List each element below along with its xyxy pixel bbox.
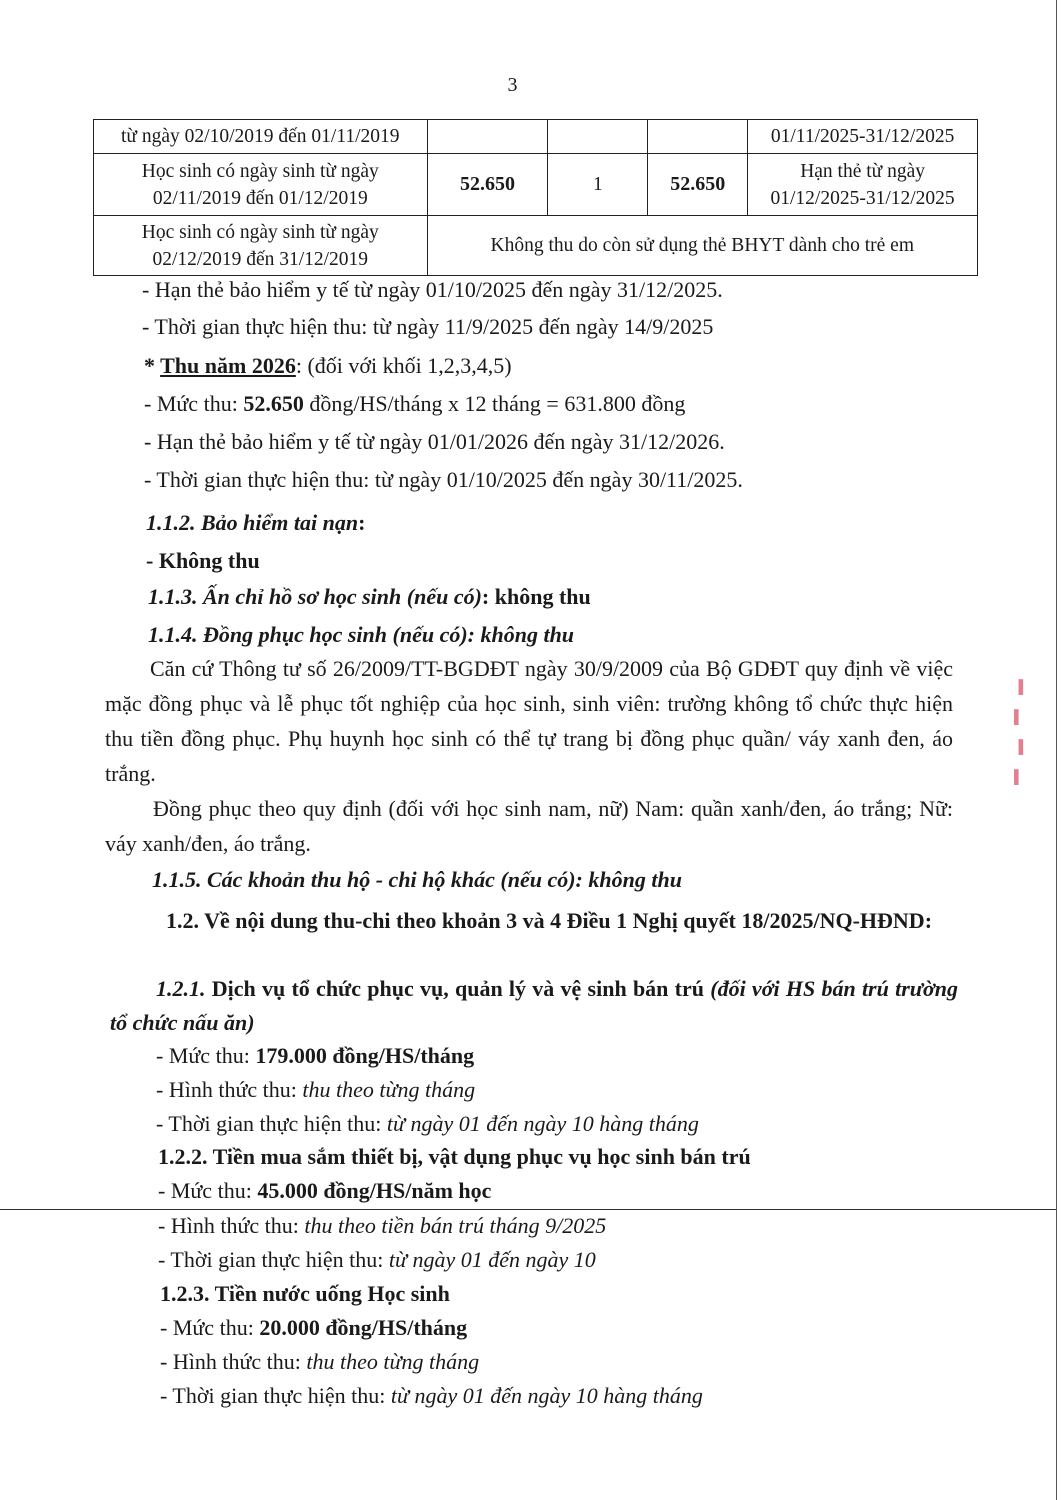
label: - Mức thu: — [160, 1315, 260, 1340]
uniform-paragraph: Căn cứ Thông tư số 26/2009/TT-BGDĐT ngày 30/9/2009 của Bộ GDĐT quy định về việc mặc đồng phục và lễ phục tốt nghiệp của học sinh, sinh viên: trường không tổ chức thực hiện thu tiền đồng phục. Phụ huynh học sinh có thể tự trang bị đồng phục quần/ váy xanh đen, áo trắng. — [105, 656, 953, 786]
section-1-2-1-heading — [110, 972, 958, 1040]
value: từ ngày 01 đến ngày 10 hàng tháng — [390, 1383, 703, 1408]
label: - Thời gian thực hiện thu: — [158, 1247, 389, 1272]
value: từ ngày 01 đến ngày 10 hàng tháng — [386, 1111, 699, 1136]
red-stamp-fragment — [1014, 672, 1058, 842]
section-1-2-1-number: 1.2.1. — [156, 976, 206, 1001]
table-cell-period: Hạn thẻ từ ngày 01/12/2025-31/12/2025 — [748, 154, 978, 216]
stamp-mark: ▌ — [1014, 769, 1024, 784]
section-1-2-2-heading: 1.2.2. Tiền mua sắm thiết bị, vật dụng phục vụ học sinh bán trú — [158, 1144, 751, 1169]
section-1-2-3-heading: 1.2.3. Tiền nước uống Học sinh — [160, 1281, 450, 1306]
table-cell-group: Học sinh có ngày sinh từ ngày 02/12/2019 đến 31/12/2019 — [94, 216, 428, 276]
label: - Mức thu: — [156, 1043, 256, 1068]
scan-divider-line — [0, 1209, 1056, 1210]
colon: : — [358, 510, 366, 535]
insurance-2026-line: - Hạn thẻ bảo hiểm y tế từ ngày 01/01/2026 đến ngày 31/12/2026. — [144, 429, 725, 454]
equipment-form-line — [158, 1212, 606, 1240]
section-1-2-heading: 1.2. Về nội dung thu-chi theo khoản 3 và 4 Điều 1 Nghị quyết 18/2025/NQ-HĐND: — [166, 908, 933, 933]
table-row — [94, 120, 978, 154]
table-cell-total — [648, 120, 748, 154]
section-1-1-3-title: 1.1.3. Ấn chỉ hồ sơ học sinh (nếu có) — [148, 584, 482, 609]
fee-table — [93, 119, 978, 276]
table-cell-amount: 52.650 — [427, 154, 548, 216]
label: - Hình thức thu: — [158, 1213, 305, 1238]
fee-rate-amount: 52.650 — [243, 391, 304, 416]
equipment-time-line — [158, 1246, 596, 1274]
value: từ ngày 01 đến ngày 10 — [388, 1247, 596, 1272]
table-cell-group: Học sinh có ngày sinh từ ngày 02/11/2019 đến 01/12/2019 — [94, 154, 428, 216]
year-2026-scope: : (đối với khối 1,2,3,4,5) — [295, 353, 512, 378]
service-time-line — [156, 1110, 699, 1138]
section-1-1-2-heading — [146, 509, 365, 537]
stamp-mark: ▐ — [1014, 739, 1024, 754]
year-2026-label: Thu năm 2026 — [160, 353, 296, 378]
equipment-fee-line — [158, 1177, 491, 1205]
label: - Hình thức thu: — [156, 1077, 303, 1102]
value: thu theo từng tháng — [302, 1077, 476, 1102]
table-cell-period: 01/11/2025-31/12/2025 — [748, 120, 978, 154]
label: - Thời gian thực hiện thu: — [156, 1111, 387, 1136]
service-fee-line — [156, 1042, 474, 1070]
water-form-line — [160, 1348, 479, 1376]
label: - Mức thu: — [158, 1178, 258, 1203]
year-2026-heading — [144, 352, 512, 380]
table-cell-group: từ ngày 02/10/2019 đến 01/11/2019 — [94, 120, 428, 154]
table-row — [94, 216, 978, 276]
table-cell-total: 52.650 — [648, 154, 748, 216]
value: 179.000 đồng/HS/tháng — [255, 1043, 475, 1068]
no-charge-line: - Không thu — [146, 548, 260, 573]
collection-time-2026-line: - Thời gian thực hiện thu: từ ngày 01/10/2025 đến ngày 30/11/2025. — [144, 467, 743, 492]
section-1-2-1-title: Dịch vụ tổ chức phục vụ, quản lý và vệ sinh bán trú — [205, 976, 711, 1001]
fee-rate-rest: đồng/HS/tháng x 12 tháng = 631.800 đồng — [303, 391, 686, 416]
section-1-1-3-note: : không thu — [481, 584, 591, 609]
table-cell-months: 1 — [548, 154, 648, 216]
collection-time-line: - Thời gian thực hiện thu: từ ngày 11/9/2025 đến ngày 14/9/2025 — [142, 314, 714, 339]
fee-rate-line — [144, 390, 685, 418]
table-cell-note: Không thu do còn sử dụng thẻ BHYT dành cho trẻ em — [427, 216, 977, 276]
water-time-line — [160, 1382, 703, 1410]
value: 45.000 đồng/HS/năm học — [257, 1178, 492, 1203]
value: thu theo từng tháng — [306, 1349, 480, 1374]
table-row — [94, 154, 978, 216]
page-number: 3 — [507, 74, 518, 96]
fee-rate-prefix: - Mức thu: — [144, 391, 244, 416]
section-1-1-5-heading: 1.1.5. Các khoản thu hộ - chi hộ khác (nếu có): không thu — [152, 867, 682, 892]
section-1-1-2-title: 1.1.2. Bảo hiểm tai nạn — [146, 510, 359, 535]
insurance-period-line: - Hạn thẻ bảo hiểm y tế từ ngày 01/10/2025 đến ngày 31/12/2025. — [142, 277, 723, 302]
label: - Thời gian thực hiện thu: — [160, 1383, 391, 1408]
value: 20.000 đồng/HS/tháng — [259, 1315, 468, 1340]
asterisk: * — [144, 353, 161, 378]
uniform-rule-paragraph: Đồng phục theo quy định (đối với học sinh nam, nữ) Nam: quần xanh/đen, áo trắng; Nữ: váy xanh/đen, áo trắng. — [105, 796, 953, 856]
service-form-line — [156, 1076, 475, 1104]
section-1-1-4-heading: 1.1.4. Đồng phục học sinh (nếu có): không thu — [148, 622, 575, 647]
label: - Hình thức thu: — [160, 1349, 307, 1374]
section-1-2-1-scope: (đối với HS bán trú trường tổ chức nấu ăn) — [110, 976, 959, 1035]
stamp-mark: ▐ — [1014, 679, 1024, 694]
stamp-mark: ▌ — [1014, 709, 1024, 724]
value: thu theo tiền bán trú tháng 9/2025 — [304, 1213, 607, 1238]
table-cell-months — [548, 120, 648, 154]
water-fee-line — [160, 1314, 467, 1342]
table-cell-amount — [427, 120, 548, 154]
section-1-1-3-heading — [148, 583, 591, 611]
